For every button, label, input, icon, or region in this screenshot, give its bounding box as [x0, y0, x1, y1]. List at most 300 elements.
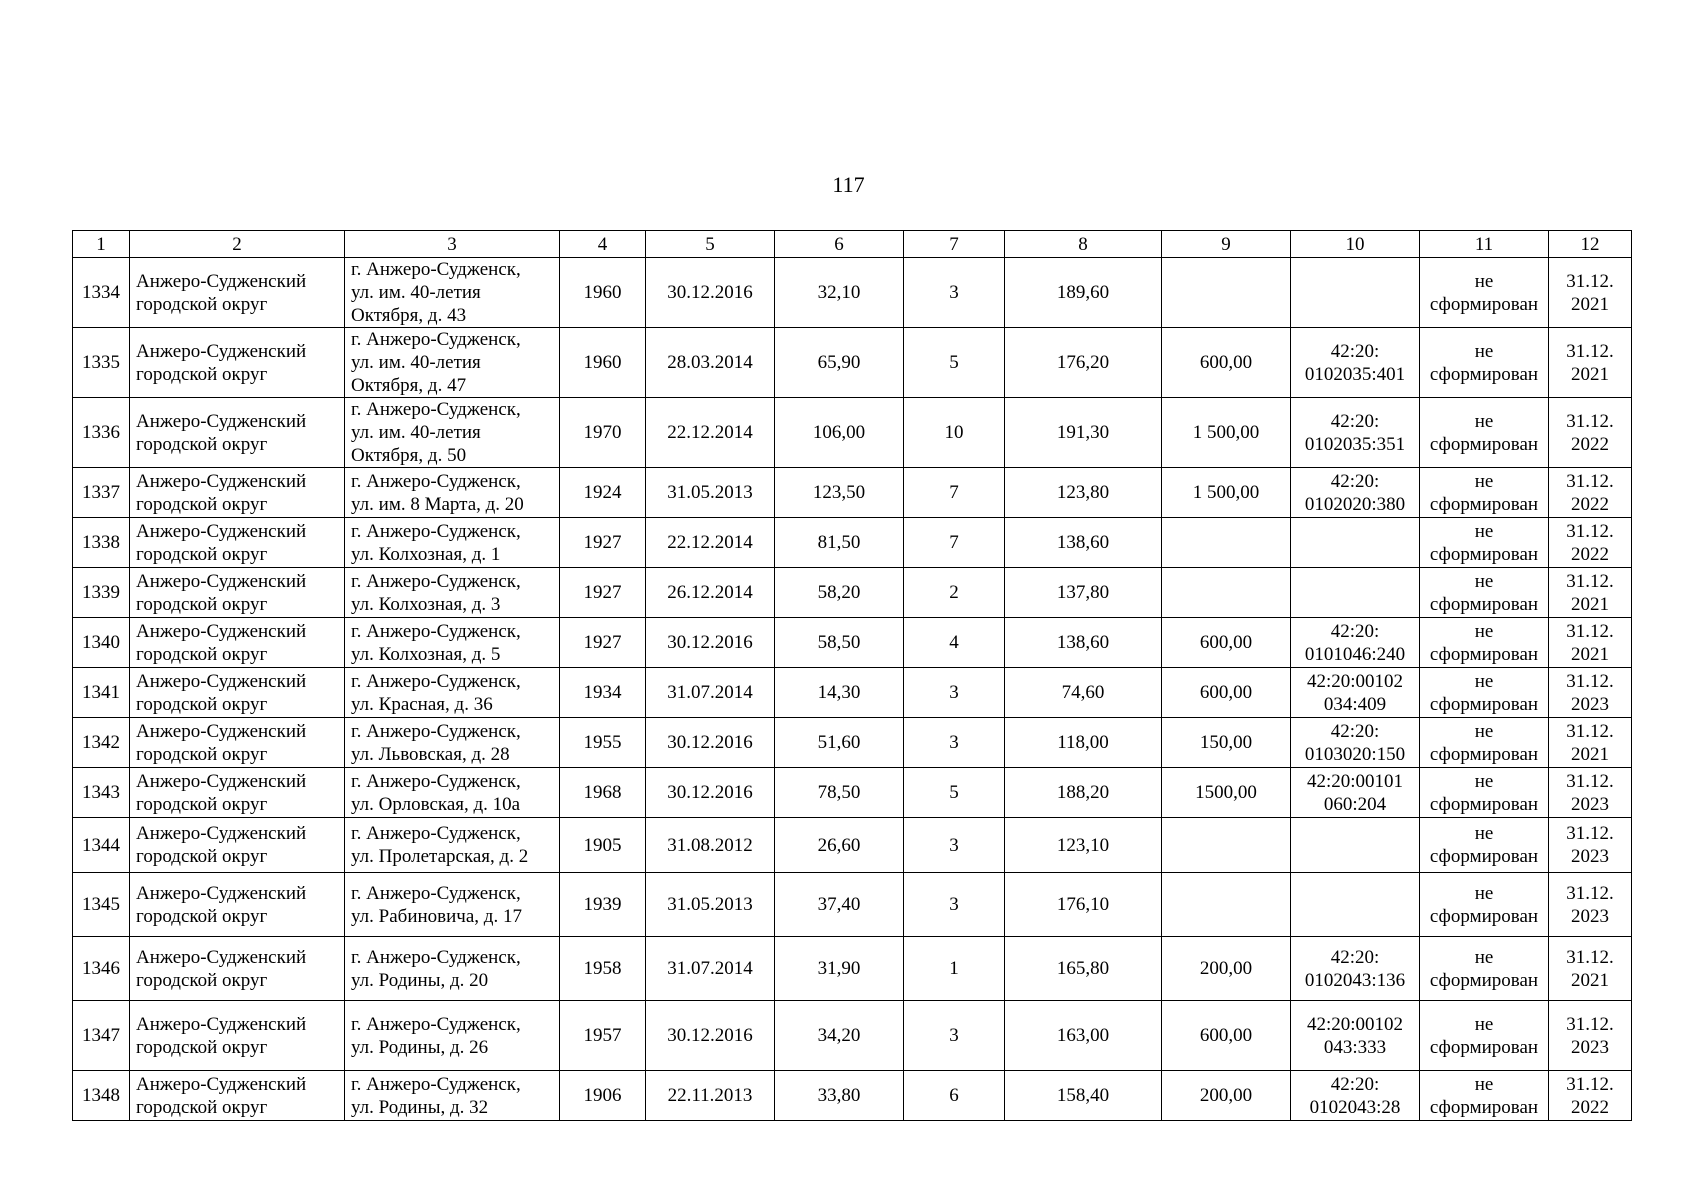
municipality-text: Анжеро-Судженский городской округ [136, 340, 307, 385]
row-number-text: 1341 [82, 682, 120, 703]
cell-date [646, 398, 775, 468]
cell-status [1420, 258, 1549, 328]
cost-text: 600,00 [1199, 682, 1253, 703]
date-text: 30.12.2016 [667, 282, 753, 303]
cell-address [345, 1071, 560, 1121]
cell-area-total [1005, 873, 1162, 937]
address-text: г. Анжеро-Судженск, ул. Родины, д. 32 [351, 1073, 521, 1118]
deadline-text: 31.12. 2021 [1566, 340, 1614, 385]
area-total-text: 189,60 [1056, 282, 1110, 303]
cell-status [1420, 518, 1549, 568]
cell-row-number [73, 768, 130, 818]
date-text: 31.05.2013 [667, 894, 753, 915]
cell-municipality [130, 718, 345, 768]
cell-municipality [130, 568, 345, 618]
cell-status [1420, 398, 1549, 468]
column-header-12: 12 [1549, 231, 1632, 258]
deadline-text: 31.12. 2022 [1566, 470, 1614, 515]
residents-text: 3 [949, 834, 959, 856]
deadline-text: 31.12. 2023 [1566, 1013, 1614, 1058]
residents-text: 6 [949, 1085, 959, 1106]
cell-municipality [130, 937, 345, 1001]
cell-year-built [560, 768, 646, 818]
area-total-text: 137,80 [1056, 582, 1110, 603]
date-text: 28.03.2014 [667, 352, 753, 373]
cell-area-total [1005, 258, 1162, 328]
date-text: 31.05.2013 [667, 482, 753, 503]
column-header-11: 11 [1420, 231, 1549, 258]
municipality-text: Анжеро-Судженский городской округ [136, 1073, 307, 1118]
cell-residents [904, 668, 1005, 718]
cell-municipality [130, 258, 345, 328]
row-number-text: 1344 [82, 834, 120, 856]
cell-year-built [560, 1001, 646, 1071]
address-text: г. Анжеро-Судженск, ул. Родины, д. 20 [351, 946, 521, 991]
date-text: 22.11.2013 [667, 1085, 753, 1106]
area-living-text: 34,20 [817, 1025, 861, 1046]
address-text: г. Анжеро-Судженск, ул. Колхозная, д. 5 [351, 620, 521, 665]
cell-area-total [1005, 1001, 1162, 1071]
status-text: не сформирован [1429, 770, 1539, 815]
deadline-text: 31.12. 2023 [1566, 882, 1614, 927]
cell-cost [1162, 618, 1291, 668]
cell-cadastral-number [1291, 618, 1420, 668]
cell-area-living [775, 873, 904, 937]
municipality-text: Анжеро-Судженский городской округ [136, 823, 307, 867]
cell-deadline [1549, 258, 1632, 328]
cell-date [646, 718, 775, 768]
cell-status [1420, 718, 1549, 768]
area-total-text: 74,60 [1061, 682, 1105, 703]
status-text: не сформирован [1429, 410, 1539, 455]
cell-date [646, 518, 775, 568]
table-row [73, 718, 1632, 768]
cell-area-living [775, 668, 904, 718]
deadline-text: 31.12. 2021 [1566, 720, 1614, 765]
year-built-text: 1927 [583, 632, 622, 653]
area-living-text: 37,40 [817, 894, 861, 915]
cell-year-built [560, 937, 646, 1001]
address-text: г. Анжеро-Судженск, ул. им. 8 Марта, д. 20 [351, 470, 524, 515]
cell-status [1420, 618, 1549, 668]
status-text: не сформирован [1429, 570, 1539, 615]
address-text: г. Анжеро-Судженск, ул. Орловская, д. 10а [351, 770, 521, 815]
cell-residents [904, 1001, 1005, 1071]
cell-year-built [560, 618, 646, 668]
area-total-text: 191,30 [1056, 422, 1110, 443]
cell-area-total [1005, 618, 1162, 668]
municipality-text: Анжеро-Судженский городской округ [136, 882, 307, 927]
table-row [73, 328, 1632, 398]
cell-date [646, 1001, 775, 1071]
cell-status [1420, 818, 1549, 873]
address-text: г. Анжеро-Судженск, ул. Родины, д. 26 [351, 1013, 521, 1058]
cell-municipality [130, 1071, 345, 1121]
cell-area-living [775, 398, 904, 468]
cell-deadline [1549, 398, 1632, 468]
cell-municipality [130, 618, 345, 668]
cell-residents [904, 768, 1005, 818]
cell-deadline [1549, 468, 1632, 518]
cell-residents [904, 258, 1005, 328]
cell-cadastral-number [1291, 568, 1420, 618]
cell-area-living [775, 937, 904, 1001]
cell-year-built [560, 718, 646, 768]
area-living-text: 14,30 [817, 682, 861, 703]
area-living-text: 78,50 [817, 782, 861, 803]
cell-residents [904, 873, 1005, 937]
municipality-text: Анжеро-Судженский городской округ [136, 470, 307, 515]
cell-row-number [73, 258, 130, 328]
table-row [73, 1001, 1632, 1071]
cell-date [646, 873, 775, 937]
year-built-text: 1934 [583, 682, 622, 703]
cell-cost [1162, 873, 1291, 937]
municipality-text: Анжеро-Судженский городской округ [136, 410, 307, 455]
cell-cost [1162, 258, 1291, 328]
residents-text: 1 [949, 958, 959, 979]
date-text: 31.07.2014 [667, 958, 753, 979]
area-total-text: 165,80 [1056, 958, 1110, 979]
cell-cadastral-number [1291, 1001, 1420, 1071]
year-built-text: 1970 [583, 422, 622, 443]
status-text: не сформирован [1429, 670, 1539, 715]
cell-cost [1162, 818, 1291, 873]
cell-area-living [775, 768, 904, 818]
municipality-text: Анжеро-Судженский городской округ [136, 270, 307, 315]
cell-row-number [73, 668, 130, 718]
cell-cadastral-number [1291, 937, 1420, 1001]
cell-residents [904, 718, 1005, 768]
cell-cost [1162, 1001, 1291, 1071]
row-number-text: 1343 [82, 782, 120, 803]
cell-year-built [560, 258, 646, 328]
table-row [73, 618, 1632, 668]
row-number-text: 1335 [82, 352, 120, 373]
cell-status [1420, 568, 1549, 618]
cell-row-number [73, 718, 130, 768]
area-living-text: 51,60 [817, 732, 861, 753]
area-living-text: 26,60 [817, 834, 861, 856]
cell-residents [904, 518, 1005, 568]
cell-municipality [130, 328, 345, 398]
date-text: 30.12.2016 [667, 782, 753, 803]
row-number-text: 1336 [82, 422, 120, 443]
table-row [73, 668, 1632, 718]
municipality-text: Анжеро-Судженский городской округ [136, 670, 307, 715]
cadastral-number-text: 42:20: 0101046:240 [1304, 620, 1406, 665]
cell-deadline [1549, 618, 1632, 668]
cell-cadastral-number [1291, 818, 1420, 873]
cell-year-built [560, 668, 646, 718]
year-built-text: 1927 [583, 532, 622, 553]
residents-text: 7 [949, 482, 959, 503]
area-living-text: 33,80 [817, 1085, 861, 1106]
deadline-text: 31.12. 2023 [1566, 770, 1614, 815]
area-total-text: 138,60 [1056, 532, 1110, 553]
municipality-text: Анжеро-Судженский городской округ [136, 720, 307, 765]
cell-area-total [1005, 818, 1162, 873]
column-header-5: 5 [646, 231, 775, 258]
municipality-text: Анжеро-Судженский городской округ [136, 770, 307, 815]
residents-text: 3 [949, 682, 959, 703]
cell-date [646, 937, 775, 1001]
cell-deadline [1549, 328, 1632, 398]
row-number-text: 1339 [82, 582, 120, 603]
cell-municipality [130, 873, 345, 937]
area-living-text: 32,10 [817, 282, 861, 303]
address-text: г. Анжеро-Судженск, ул. Львовская, д. 28 [351, 720, 521, 765]
address-text: г. Анжеро-Судженск, ул. им. 40-летия Октября, д. 43 [351, 259, 521, 326]
cell-cadastral-number [1291, 468, 1420, 518]
cell-residents [904, 937, 1005, 1001]
cell-address [345, 818, 560, 873]
date-text: 31.07.2014 [667, 682, 753, 703]
cell-residents [904, 618, 1005, 668]
address-text: г. Анжеро-Судженск, ул. Колхозная, д. 3 [351, 570, 521, 615]
area-total-text: 123,80 [1056, 482, 1110, 503]
cell-address [345, 718, 560, 768]
deadline-text: 31.12. 2021 [1566, 570, 1614, 615]
area-total-text: 118,00 [1057, 732, 1109, 753]
status-text: не сформирован [1429, 470, 1539, 515]
municipality-text: Анжеро-Судженский городской округ [136, 520, 307, 565]
status-text: не сформирован [1429, 946, 1539, 991]
column-header-10: 10 [1291, 231, 1420, 258]
cell-cost [1162, 718, 1291, 768]
row-number-text: 1346 [82, 958, 120, 979]
cell-row-number [73, 818, 130, 873]
cell-cost [1162, 398, 1291, 468]
cell-row-number [73, 518, 130, 568]
deadline-text: 31.12. 2021 [1566, 946, 1614, 991]
column-header-4: 4 [560, 231, 646, 258]
year-built-text: 1906 [583, 1085, 622, 1106]
cell-year-built [560, 873, 646, 937]
cell-area-total [1005, 328, 1162, 398]
cell-row-number [73, 568, 130, 618]
cell-municipality [130, 668, 345, 718]
cell-cost [1162, 328, 1291, 398]
cell-deadline [1549, 1071, 1632, 1121]
table-row [73, 518, 1632, 568]
cell-date [646, 768, 775, 818]
cell-deadline [1549, 768, 1632, 818]
cell-row-number [73, 618, 130, 668]
area-living-text: 31,90 [817, 958, 861, 979]
cell-status [1420, 768, 1549, 818]
date-text: 30.12.2016 [667, 632, 753, 653]
cell-area-living [775, 258, 904, 328]
cell-deadline [1549, 518, 1632, 568]
cell-deadline [1549, 873, 1632, 937]
cadastral-number-text: 42:20: 0102035:401 [1304, 340, 1406, 385]
residents-text: 7 [949, 532, 959, 553]
area-living-text: 65,90 [817, 352, 861, 373]
housing-register-table [72, 230, 1632, 1121]
cell-year-built [560, 1071, 646, 1121]
cell-deadline [1549, 718, 1632, 768]
area-total-text: 176,10 [1056, 894, 1110, 915]
date-text: 30.12.2016 [667, 732, 753, 753]
address-text: г. Анжеро-Судженск, ул. им. 40-летия Октября, д. 50 [351, 399, 521, 466]
cost-text: 600,00 [1199, 1025, 1253, 1046]
row-number-text: 1348 [82, 1085, 120, 1106]
column-header-7: 7 [904, 231, 1005, 258]
cell-status [1420, 1001, 1549, 1071]
year-built-text: 1960 [583, 352, 622, 373]
cell-area-total [1005, 718, 1162, 768]
column-header-1: 1 [73, 231, 130, 258]
cell-date [646, 618, 775, 668]
year-built-text: 1905 [583, 834, 622, 856]
area-total-text: 176,20 [1056, 352, 1110, 373]
cell-area-total [1005, 768, 1162, 818]
column-header-8: 8 [1005, 231, 1162, 258]
municipality-text: Анжеро-Судженский городской округ [136, 620, 307, 665]
cell-date [646, 328, 775, 398]
cadastral-number-text: 42:20: 0103020:150 [1304, 720, 1406, 765]
cell-area-total [1005, 937, 1162, 1001]
year-built-text: 1958 [583, 958, 622, 979]
cell-address [345, 1001, 560, 1071]
row-number-text: 1334 [82, 282, 120, 303]
deadline-text: 31.12. 2022 [1566, 520, 1614, 565]
residents-text: 3 [949, 282, 959, 303]
row-number-text: 1342 [82, 732, 120, 753]
cell-year-built [560, 518, 646, 568]
deadline-text: 31.12. 2022 [1566, 410, 1614, 455]
year-built-text: 1960 [583, 282, 622, 303]
address-text: г. Анжеро-Судженск, ул. Пролетарская, д. 2 [351, 823, 529, 867]
cell-area-living [775, 818, 904, 873]
cell-cadastral-number [1291, 718, 1420, 768]
cell-cadastral-number [1291, 518, 1420, 568]
table-row [73, 768, 1632, 818]
table-body [73, 231, 1632, 1121]
status-text: не сформирован [1429, 340, 1539, 385]
column-header-3: 3 [345, 231, 560, 258]
cell-municipality [130, 518, 345, 568]
deadline-text: 31.12. 2021 [1566, 270, 1614, 315]
cell-row-number [73, 468, 130, 518]
table-row [73, 468, 1632, 518]
status-text: не сформирован [1429, 882, 1539, 927]
column-header-6: 6 [775, 231, 904, 258]
cell-status [1420, 328, 1549, 398]
status-text: не сформирован [1429, 823, 1539, 867]
cost-text: 150,00 [1199, 732, 1253, 753]
cell-address [345, 668, 560, 718]
cell-residents [904, 398, 1005, 468]
status-text: не сформирован [1429, 720, 1539, 765]
residents-text: 2 [949, 582, 959, 603]
cell-date [646, 818, 775, 873]
cell-cadastral-number [1291, 668, 1420, 718]
cell-year-built [560, 818, 646, 873]
cell-municipality [130, 468, 345, 518]
table-row [73, 937, 1632, 1001]
cell-address [345, 768, 560, 818]
address-text: г. Анжеро-Судженск, ул. Колхозная, д. 1 [351, 520, 521, 565]
cadastral-number-text: 42:20:00102 043:333 [1306, 1013, 1404, 1058]
cell-status [1420, 937, 1549, 1001]
cell-status [1420, 873, 1549, 937]
address-text: г. Анжеро-Судженск, ул. Красная, д. 36 [351, 670, 521, 715]
cell-area-living [775, 718, 904, 768]
row-number-text: 1347 [82, 1025, 120, 1046]
cost-text: 200,00 [1199, 958, 1253, 979]
address-text: г. Анжеро-Судженск, ул. Рабиновича, д. 17 [351, 882, 522, 927]
status-text: не сформирован [1429, 1073, 1539, 1118]
residents-text: 5 [949, 352, 959, 373]
date-text: 22.12.2014 [667, 422, 753, 443]
year-built-text: 1939 [583, 894, 622, 915]
cell-row-number [73, 873, 130, 937]
cell-area-total [1005, 668, 1162, 718]
table-row [73, 818, 1632, 873]
cell-status [1420, 668, 1549, 718]
cell-address [345, 873, 560, 937]
cell-area-living [775, 618, 904, 668]
cell-deadline [1549, 937, 1632, 1001]
cost-text: 1500,00 [1195, 782, 1257, 803]
status-text: не сформирован [1429, 620, 1539, 665]
cell-area-living [775, 518, 904, 568]
table-row [73, 873, 1632, 937]
cost-text: 600,00 [1199, 632, 1253, 653]
year-built-text: 1968 [583, 782, 622, 803]
table-row [73, 398, 1632, 468]
cell-area-total [1005, 518, 1162, 568]
residents-text: 3 [949, 1025, 959, 1046]
date-text: 31.08.2012 [667, 834, 753, 856]
cell-address [345, 398, 560, 468]
area-total-text: 163,00 [1056, 1025, 1110, 1046]
address-text: г. Анжеро-Судженск, ул. им. 40-летия Октября, д. 47 [351, 329, 521, 396]
cadastral-number-text: 42:20:00102 034:409 [1306, 670, 1404, 715]
cell-area-living [775, 568, 904, 618]
area-total-text: 158,40 [1056, 1085, 1110, 1106]
cell-area-total [1005, 468, 1162, 518]
cell-date [646, 1071, 775, 1121]
cell-residents [904, 328, 1005, 398]
cell-cadastral-number [1291, 768, 1420, 818]
cell-municipality [130, 398, 345, 468]
residents-text: 3 [949, 894, 959, 915]
cadastral-number-text: 42:20: 0102043:28 [1309, 1073, 1401, 1118]
cell-residents [904, 568, 1005, 618]
year-built-text: 1955 [583, 732, 622, 753]
cell-area-living [775, 328, 904, 398]
cell-row-number [73, 937, 130, 1001]
column-header-9: 9 [1162, 231, 1291, 258]
area-total-text: 123,10 [1056, 834, 1110, 856]
deadline-text: 31.12. 2022 [1566, 1073, 1614, 1118]
year-built-text: 1924 [583, 482, 622, 503]
cell-address [345, 568, 560, 618]
cadastral-number-text: 42:20: 0102020:380 [1304, 470, 1406, 515]
header-row [73, 231, 1632, 258]
cell-cost [1162, 518, 1291, 568]
cell-cadastral-number [1291, 328, 1420, 398]
municipality-text: Анжеро-Судженский городской округ [136, 946, 307, 991]
cell-cadastral-number [1291, 873, 1420, 937]
cell-row-number [73, 328, 130, 398]
date-text: 26.12.2014 [667, 582, 753, 603]
cell-cost [1162, 768, 1291, 818]
cell-deadline [1549, 668, 1632, 718]
